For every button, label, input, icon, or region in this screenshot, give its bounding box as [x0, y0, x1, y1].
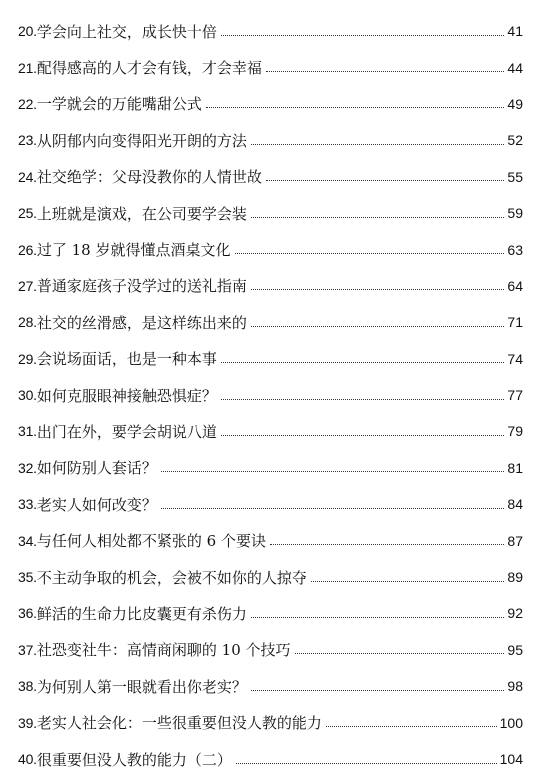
- entry-number: 37.: [18, 641, 37, 658]
- toc-entry[interactable]: [18, 704, 523, 740]
- page-number: 92: [507, 605, 523, 622]
- entry-title: 如何防别人套话？: [36, 459, 157, 478]
- dot-leader: [221, 435, 504, 436]
- entry-number: 30.: [18, 387, 37, 404]
- toc-entry[interactable]: [18, 341, 523, 377]
- page-number: 55: [507, 168, 523, 185]
- dot-leader: [221, 362, 504, 363]
- entry-number: 24.: [18, 168, 37, 185]
- page-number: 100: [499, 714, 523, 731]
- page-number: 74: [507, 350, 523, 367]
- entry-title: 配得感高的人才会有钱，才会幸福: [36, 59, 262, 78]
- page-number: 77: [507, 387, 523, 404]
- page-number: 71: [507, 314, 523, 331]
- page-number: 52: [507, 132, 523, 149]
- dot-leader: [326, 726, 497, 727]
- entry-title: 会说场面话，也是一种本事: [36, 350, 217, 369]
- entry-number: 36.: [18, 605, 37, 622]
- toc-entry[interactable]: [18, 486, 523, 522]
- toc-entry[interactable]: [18, 49, 523, 85]
- page-number: 104: [499, 751, 523, 767]
- toc-entry[interactable]: [18, 159, 523, 195]
- page-number: 49: [507, 95, 523, 112]
- entry-number: 33.: [18, 496, 37, 513]
- dot-leader: [221, 35, 504, 36]
- toc-entry[interactable]: [18, 741, 523, 777]
- dot-leader: [251, 617, 504, 618]
- dot-leader: [251, 326, 504, 327]
- page-number: 87: [507, 532, 523, 549]
- entry-title: 与任何人相处都不紧张的 6 个要诀: [36, 532, 266, 551]
- toc-entry[interactable]: [18, 268, 523, 304]
- entry-title: 老实人如何改变？: [36, 495, 157, 514]
- entry-title: 一学就会的万能嘴甜公式: [36, 95, 202, 114]
- toc-entry[interactable]: [18, 632, 523, 668]
- toc-entry[interactable]: [18, 86, 523, 122]
- entry-number: 28.: [18, 314, 37, 331]
- page-number: 44: [507, 59, 523, 76]
- dot-leader: [221, 399, 504, 400]
- entry-title: 过了 18 岁就得懂点酒桌文化: [36, 241, 231, 260]
- toc-entry[interactable]: [18, 13, 523, 49]
- toc-entry[interactable]: [18, 522, 523, 558]
- dot-leader: [161, 471, 504, 472]
- page-number: 89: [507, 569, 523, 586]
- toc-entry[interactable]: [18, 122, 523, 158]
- page-number: 98: [507, 678, 523, 695]
- dot-leader: [251, 144, 504, 145]
- entry-title: 普通家庭孩子没学过的送礼指南: [36, 277, 247, 296]
- dot-leader: [235, 253, 505, 254]
- dot-leader: [206, 107, 504, 108]
- dot-leader: [295, 653, 505, 654]
- entry-title: 不主动争取的机会，会被不如你的人掠夺: [36, 568, 307, 587]
- entry-number: 35.: [18, 569, 37, 586]
- entry-title: 从阴郁内向变得阳光开朗的方法: [36, 131, 247, 150]
- page-number: 59: [507, 205, 523, 222]
- table-of-contents: [18, 13, 523, 777]
- entry-title: 出门在外，要学会胡说八道: [36, 422, 217, 441]
- entry-number: 34.: [18, 532, 37, 549]
- entry-title: 很重要但没人教的能力（二）: [36, 750, 232, 769]
- toc-entry[interactable]: [18, 231, 523, 267]
- entry-number: 31.: [18, 423, 37, 440]
- entry-title: 上班就是演戏，在公司要学会装: [36, 204, 247, 223]
- page-number: 79: [507, 423, 523, 440]
- entry-number: 29.: [18, 350, 37, 367]
- entry-title: 学会向上社交，成长快十倍: [36, 22, 217, 41]
- page-number: 81: [507, 459, 523, 476]
- entry-number: 23.: [18, 132, 37, 149]
- toc-entry[interactable]: [18, 595, 523, 631]
- entry-title: 社交绝学：父母没教你的人情世故: [36, 168, 262, 187]
- entry-title: 老实人社会化：一些很重要但没人教的能力: [36, 714, 322, 733]
- dot-leader: [161, 508, 504, 509]
- entry-number: 21.: [18, 59, 37, 76]
- toc-entry[interactable]: [18, 450, 523, 486]
- entry-number: 32.: [18, 459, 37, 476]
- entry-number: 25.: [18, 205, 37, 222]
- toc-entry[interactable]: [18, 377, 523, 413]
- dot-leader: [270, 544, 504, 545]
- entry-number: 27.: [18, 277, 37, 294]
- dot-leader: [251, 690, 504, 691]
- entry-number: 26.: [18, 241, 37, 258]
- toc-entry[interactable]: [18, 559, 523, 595]
- dot-leader: [311, 581, 504, 582]
- toc-entry[interactable]: [18, 413, 523, 449]
- dot-leader: [266, 180, 504, 181]
- entry-number: 20.: [18, 23, 37, 40]
- entry-title: 社交的丝滑感，是这样练出来的: [36, 313, 247, 332]
- entry-number: 39.: [18, 714, 37, 731]
- page-number: 41: [507, 23, 523, 40]
- entry-title: 社恐变社牛：高情商闲聊的 10 个技巧: [36, 641, 291, 660]
- dot-leader: [266, 71, 504, 72]
- page-number: 64: [507, 277, 523, 294]
- entry-title: 如何克服眼神接触恐惧症？: [36, 386, 217, 405]
- dot-leader: [236, 763, 497, 764]
- entry-title: 鲜活的生命力比皮囊更有杀伤力: [36, 604, 247, 623]
- entry-number: 22.: [18, 95, 37, 112]
- dot-leader: [251, 217, 504, 218]
- toc-entry[interactable]: [18, 195, 523, 231]
- entry-number: 40.: [18, 751, 37, 767]
- page-number: 95: [507, 641, 523, 658]
- entry-number: 38.: [18, 678, 37, 695]
- toc-entry[interactable]: [18, 304, 523, 340]
- entry-title: 为何别人第一眼就看出你老实？: [36, 677, 247, 696]
- page-number: 63: [507, 241, 523, 258]
- dot-leader: [251, 289, 504, 290]
- page-number: 84: [507, 496, 523, 513]
- toc-entry[interactable]: [18, 668, 523, 704]
